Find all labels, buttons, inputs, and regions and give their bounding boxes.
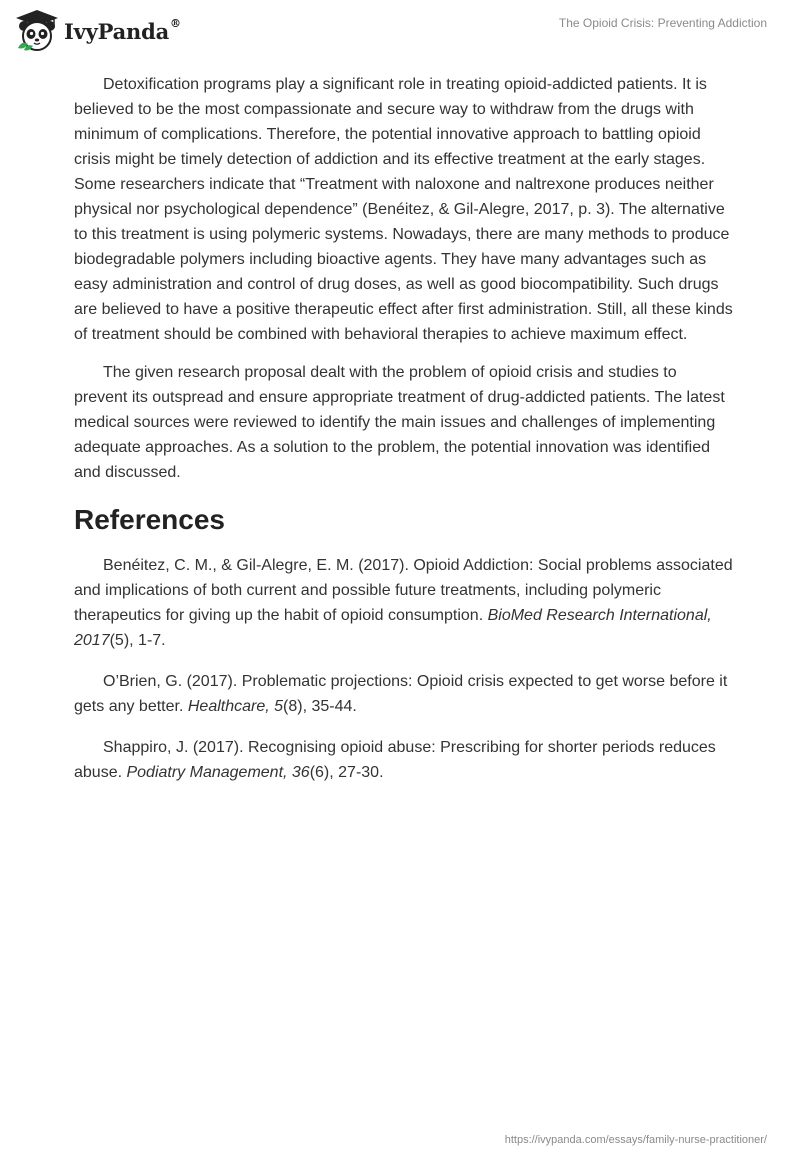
ivypanda-logo[interactable] [14,8,181,54]
reference-item: Shappiro, J. (2017). Recognising opioid abuse: Prescribing for shorter periods reduces abuse. Podiatry Management, 36(6), 27-30. [74,739,716,781]
running-title: The Opioid Crisis: Preventing Addiction [558,16,767,30]
panda-graduate-icon [14,8,60,54]
references-heading: References [74,504,225,535]
body-paragraph: The given research proposal dealt with the problem of opioid crisis and studies to prevent its outspread and ensure appropriate treatment of drug-addicted patients. The latest medical sources were reviewed to identify the main issues and challenges of implementing adequate approaches. As a solution to the problem, the potential innovation was identified and discussed. [74,364,725,481]
body-paragraph: Detoxification programs play a significant role in treating opioid-addicted patients. It is believed to be the most compassionate and secure way to withdraw from the drugs with minimum of complications. Therefore, the potential innovative approach to battling opioid crisis might be timely detection of addiction and its effective treatment at the early stages. Some researchers indicate that “Treatment with naloxone and naltrexone produces neither physical nor psychological dependence” (Benéitez, & Gil-Alegre, 2017, p. 3). The alternative to this treatment is using polymeric systems. Nowadays, there are many methods to produce biodegradable polymers including bioactive agents. They have many advantages such as easy administration and control of drug doses, as well as good biocompatibility. Such drugs are believed to have a positive therapeutic effect after first administration. Still, all these kinds of treatment should be combined with behavioral therapies to achieve maximum effect. [74,76,733,343]
page-header [0,0,800,64]
source-url-link[interactable]: https://ivypanda.com/essays/family-nurse-practitioner/ [504,1134,767,1146]
essay-content [74,72,734,801]
reference-item: O’Brien, G. (2017). Problematic projections: Opioid crisis expected to get worse before it gets any better. Healthcare, 5(8), 35-44. [74,673,728,715]
brand-name: IvyPanda® [64,16,181,44]
reference-item: Benéitez, C. M., & Gil-Alegre, E. M. (2017). Opioid Addiction: Social problems associated and implications of both current and possible future treatments, including polymeric therapeutics for giving up the habit of opioid consumption. BioMed Research International, 2017(5), 1-7. [74,557,733,649]
